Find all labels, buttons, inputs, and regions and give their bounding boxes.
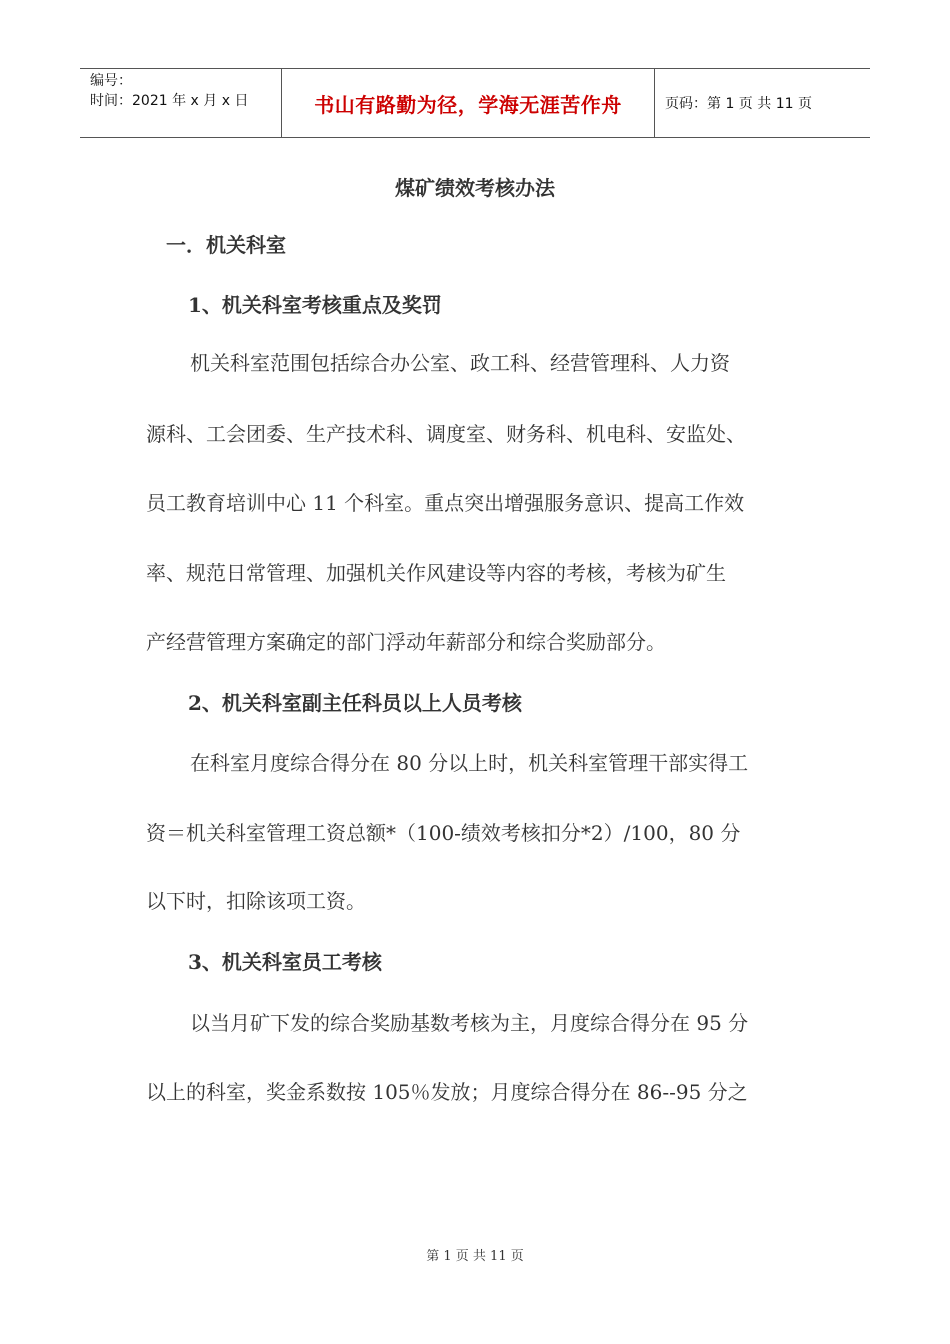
subsection-heading: 2、机关科室副主任科员以上人员考核 <box>188 691 522 715</box>
page-footer: 第 1 页 共 11 页 <box>426 1249 524 1264</box>
paragraph-line: 以下时，扣除该项工资。 <box>146 889 366 913</box>
paragraph-line: 资＝机关科室管理工资总额*（100-绩效考核扣分*2）/100，80 分 <box>146 821 741 845</box>
document-date-label: 时间：2021 年 x 月 x 日 <box>90 93 249 109</box>
header-meta <box>80 69 281 137</box>
section-heading: 一．机关科室 <box>166 233 286 257</box>
paragraph-line: 源科、工会团委、生产技术科、调度室、财务科、机电科、安监处、 <box>146 422 746 446</box>
paragraph-line: 机关科室范围包括综合办公室、政工科、经营管理科、人力资 <box>190 351 730 375</box>
paragraph-line: 以上的科室，奖金系数按 105％发放；月度综合得分在 86--95 分之 <box>146 1080 748 1104</box>
paragraph-line: 率、规范日常管理、加强机关作风建设等内容的考核，考核为矿生 <box>146 561 726 585</box>
paragraph-line: 员工教育培训中心 11 个科室。重点突出增强服务意识、提高工作效 <box>146 491 745 515</box>
header-page-info: 页码：第 1 页 共 11 页 <box>665 96 812 112</box>
paragraph-line: 在科室月度综合得分在 80 分以上时，机关科室管理干部实得工 <box>190 751 749 775</box>
document-title: 煤矿绩效考核办法 <box>395 176 555 200</box>
paragraph-line: 以当月矿下发的综合奖励基数考核为主，月度综合得分在 95 分 <box>190 1011 749 1035</box>
document-number-label: 编号： <box>90 73 132 89</box>
paragraph-line: 产经营管理方案确定的部门浮动年薪部分和综合奖励部分。 <box>146 630 666 654</box>
subsection-heading: 3、机关科室员工考核 <box>188 950 382 974</box>
page-header <box>80 68 870 138</box>
header-motto: 书山有路勤为径，学海无涯苦作舟 <box>281 69 655 137</box>
subsection-heading: 1、机关科室考核重点及奖罚 <box>188 293 442 317</box>
